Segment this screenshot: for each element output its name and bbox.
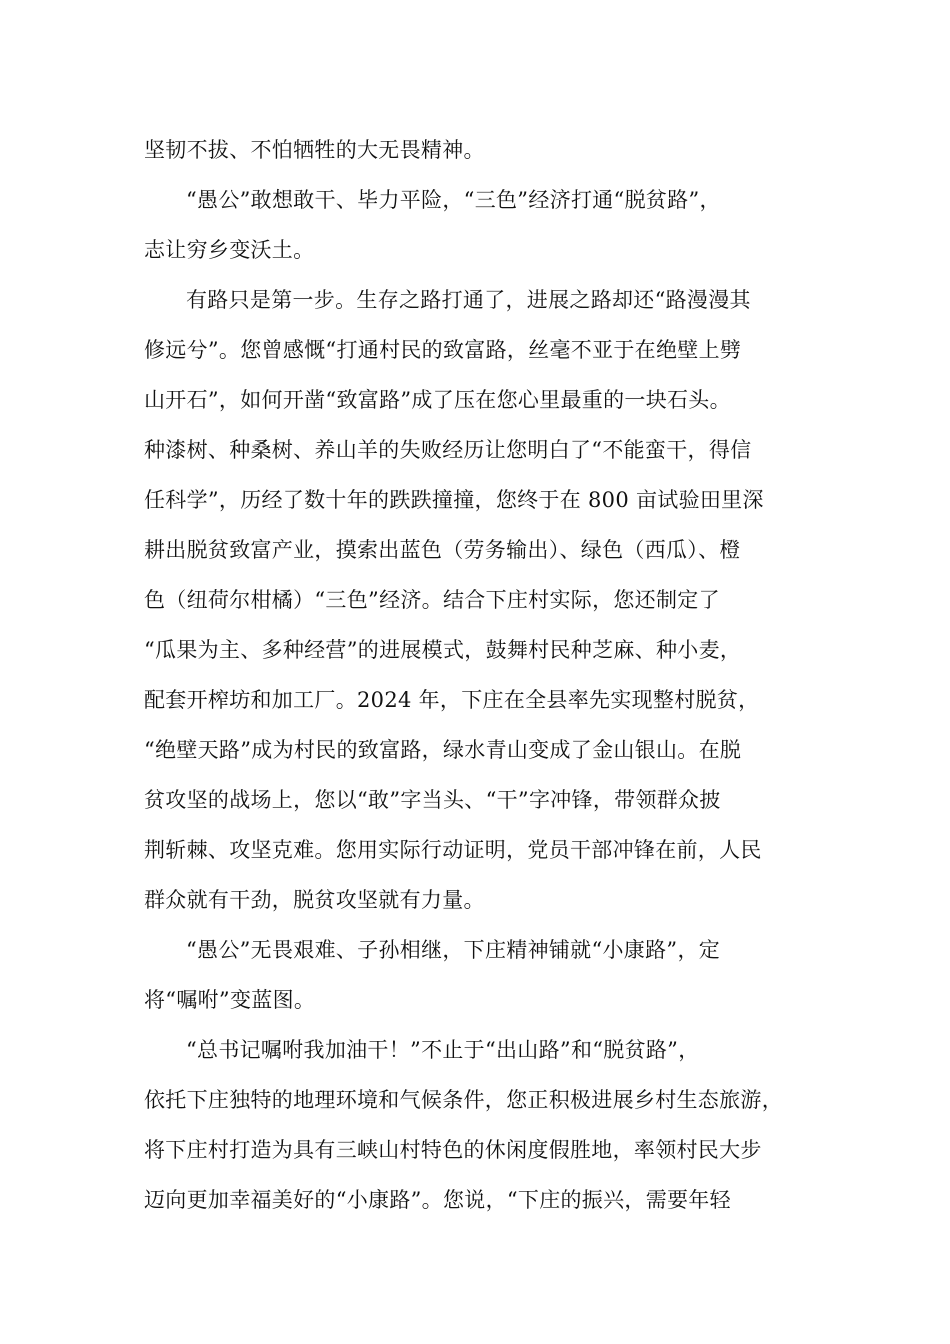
text-line: 群众就有干劲，脱贫攻坚就有力量。 — [144, 888, 485, 912]
text-line: “瓜果为主、多种经营”的进展模式，鼓舞村民种芝麻、种小麦， — [144, 638, 742, 662]
text-line: “绝壁天路”成为村民的致富路，绿水青山变成了金山银山。在脱 — [144, 738, 742, 762]
text-line: 修远兮”。您曾感慨“打通村民的致富路，丝毫不亚于在绝壁上劈 — [144, 338, 742, 362]
text-line: 色（纽荷尔柑橘）“三色”经济。结合下庄村实际，您还制定了 — [144, 588, 720, 612]
text-line: “愚公”无畏艰难、子孙相继，下庄精神铺就“小康路”，定 — [186, 938, 721, 962]
text-line: 耕出脱贫致富产业，摸索出蓝色（劳务输出）、绿色（西瓜）、橙 — [144, 538, 741, 562]
text-line: 依托下庄独特的地理环境和气候条件，您正积极进展乡村生态旅游， — [144, 1088, 783, 1112]
text-line: 山开石”，如何开凿“致富路”成了压在您心里最重的一块石头。 — [144, 388, 731, 412]
text-line: “总书记嘱咐我加油干！”不止于“出山路”和“脱贫路”， — [186, 1038, 700, 1062]
text-line: “愚公”敢想敢干、毕力平险，“三色”经济打通“脱贫路”， — [186, 188, 721, 212]
text-line: 种漆树、种桑树、养山羊的失败经历让您明白了“不能蛮干，得信 — [144, 438, 752, 462]
text-line: 任科学”，历经了数十年的跌跌撞撞，您终于在 800 亩试验田里深 — [144, 488, 764, 512]
text-line: 有路只是第一步。生存之路打通了，进展之路却还“路漫漫其 — [186, 288, 751, 312]
text-line: 贫攻坚的战场上，您以“敢”字当头、“干”字冲锋，带领群众披 — [144, 788, 721, 812]
text-line: 荆斩棘、攻坚克难。您用实际行动证明，党员干部冲锋在前，人民 — [144, 838, 762, 862]
text-line: 将下庄村打造为具有三峡山村特色的休闲度假胜地，率领村民大步 — [144, 1138, 762, 1162]
text-line: 志让穷乡变沃土。 — [144, 238, 315, 262]
text-line: 迈向更加幸福美好的“小康路”。您说，“下庄的振兴，需要年轻 — [144, 1188, 731, 1212]
text-line: 坚韧不拔、不怕牺牲的大无畏精神。 — [144, 138, 485, 162]
text-line: 配套开榨坊和加工厂。2024 年，下庄在全县率先实现整村脱贫， — [144, 688, 760, 712]
text-line: 将“嘱咐”变蓝图。 — [144, 988, 316, 1012]
